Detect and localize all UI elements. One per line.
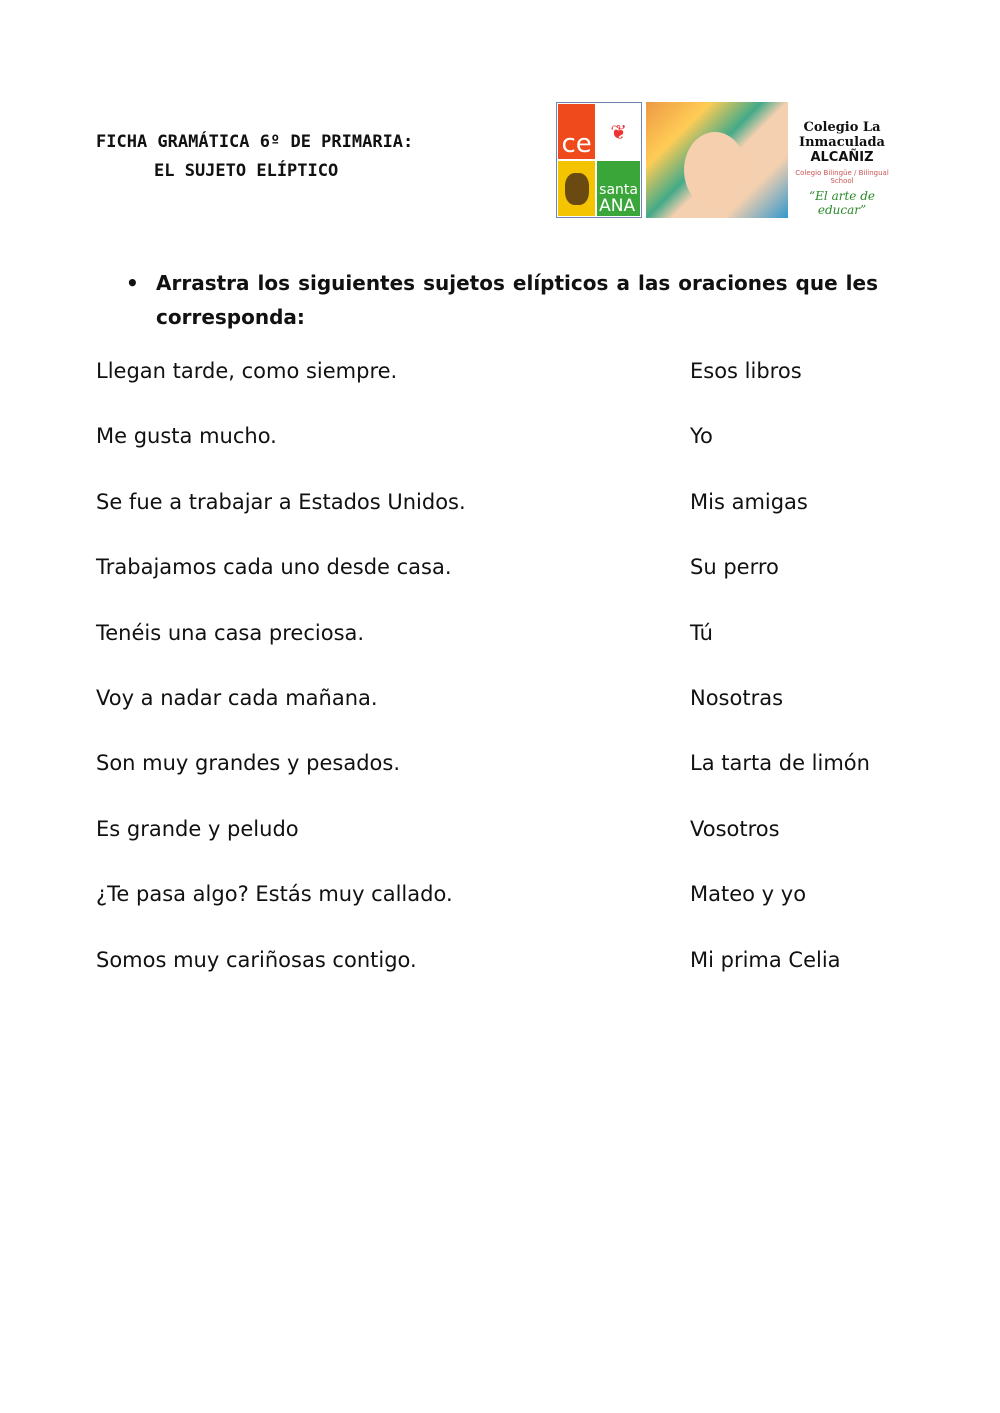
exercise-row	[96, 549, 916, 614]
draggable-subject[interactable]: Mateo y yo	[690, 882, 807, 907]
draggable-subject[interactable]: Mis amigas	[690, 489, 808, 514]
exercise-row	[96, 942, 916, 1007]
school-subtitle: Colegio Bilingüe / Bilingual School	[795, 169, 889, 185]
exercise-row	[96, 353, 916, 418]
sentence-drop-target[interactable]: Se fue a trabajar a Estados Unidos.	[96, 489, 466, 514]
draggable-subject[interactable]: Yo	[690, 424, 713, 449]
draggable-subject[interactable]: Tú	[690, 620, 713, 645]
exercise-row	[96, 745, 916, 810]
draggable-subject[interactable]: Su perro	[690, 555, 779, 580]
draggable-subject[interactable]: Vosotros	[690, 816, 780, 841]
school-logo	[556, 102, 896, 218]
exercise-row	[96, 615, 916, 680]
sentence-drop-target[interactable]: Es grande y peludo	[96, 816, 299, 841]
santa-ana-block	[597, 161, 640, 216]
school-brand	[788, 102, 896, 218]
crest-icon	[558, 161, 595, 216]
school-motto: “El arte de educar”	[809, 189, 875, 217]
sentence-drop-target[interactable]: Llegan tarde, como siempre.	[96, 359, 398, 383]
santa-text: santa	[599, 182, 638, 198]
ce-santa-ana-logo	[556, 102, 642, 218]
sentence-drop-target[interactable]: Me gusta mucho.	[96, 424, 277, 449]
school-town: ALCAÑIZ	[810, 150, 874, 165]
draggable-subject[interactable]: Mi prima Celia	[690, 947, 841, 972]
exercise-row	[96, 418, 916, 483]
draggable-subject[interactable]: Nosotras	[690, 685, 784, 710]
title-line-1: FICHA GRAMÁTICA 6º DE PRIMARIA:	[96, 132, 414, 152]
sentence-drop-target[interactable]: Voy a nadar cada mañana.	[96, 685, 378, 710]
ana-text: ANA	[599, 196, 636, 216]
exercise-rows	[96, 353, 916, 1007]
exercise-row	[96, 811, 916, 876]
ce-text: ce	[558, 104, 595, 159]
draggable-subject[interactable]: La tarta de limón	[690, 751, 870, 776]
sentence-drop-target[interactable]: ¿Te pasa algo? Estás muy callado.	[96, 882, 453, 907]
exercise-row	[96, 484, 916, 549]
family-icon: ❦	[597, 104, 640, 159]
bullet-icon: •	[126, 271, 139, 295]
school-name: Colegio La Inmaculada	[799, 120, 885, 150]
sentence-drop-target[interactable]: Somos muy cariñosas contigo.	[96, 947, 417, 972]
exercise-row	[96, 876, 916, 941]
worksheet-title	[96, 128, 413, 186]
title-line-2: EL SUJETO ELÍPTICO	[154, 161, 339, 181]
sentence-drop-target[interactable]: Tenéis una casa preciosa.	[96, 620, 365, 645]
exercise-row	[96, 680, 916, 745]
sentence-drop-target[interactable]: Trabajamos cada uno desde casa.	[96, 555, 452, 580]
instruction	[126, 266, 878, 334]
sentence-drop-target[interactable]: Son muy grandes y pesados.	[96, 751, 400, 776]
instruction-text: Arrastra los siguientes sujetos elípticos a las oraciones que les corresponda:	[156, 271, 878, 329]
child-painted-hands-photo	[646, 102, 788, 218]
draggable-subject[interactable]: Esos libros	[690, 359, 802, 383]
